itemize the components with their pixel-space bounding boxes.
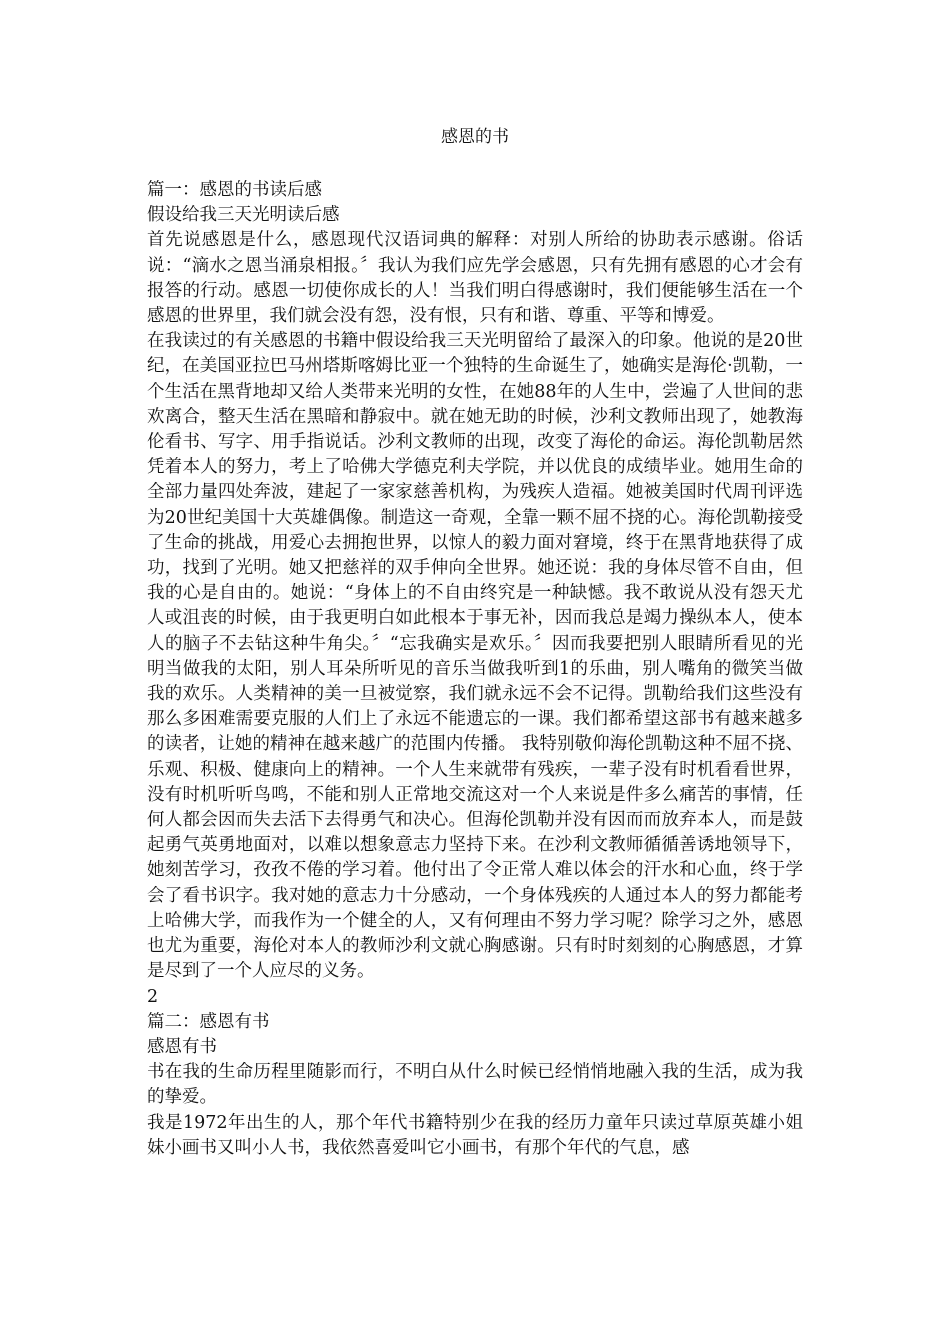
page-number: 2 (147, 986, 159, 1007)
section2-subheading: 感恩有书 (147, 1036, 217, 1057)
section1-paragraph: 首先说感恩是什么，感恩现代汉语词典的解释：对别人所给的协助表示感谢。俗话说：“滴水之恩当涌泉相报。〞我认为我们应先学会感恩，只有先拥有感恩的心才会有报答的行动。感恩一切使你成长的人！当我们明白得感谢时，我们便能够生活在一个感恩的世界里，我们就会没有怨，没有恨，只有和谐、尊重、平等和博爱。 (147, 230, 803, 327)
section1-heading: 篇一：感恩的书读后感 (147, 180, 322, 200)
section1-paragraph: 在我读过的有关感恩的书籍中假设给我三天光明留给了最深入的印象。他说的是20世纪，在美国亚拉巴马州塔斯喀姆比亚一个独特的生命诞生了，她确实是海伦·凯勒，一个生活在黑背地却又给人类带来光明的女性，在她88年的人生中，尝遍了人世间的悲欢离合，整天生活在黑暗和静寂中。就在她无助的时候，沙利文教师出现了，她教海伦看书、写字、用手指说话。沙利文教师的出现，改变了海伦的命运。海伦凯勒居然凭着本人的努力，考上了哈佛大学德克利夫学院，并以优良的成绩毕业。她用生命的全部力量四处奔波，建起了一家家慈善机构，为残疾人造福。她被美国时代周刊评选为20世纪美国十大英雄偶像。制造这一奇观，全靠一颗不屈不挠的心。海伦凯勒接受了生命的挑战，用爱心去拥抱世界，以惊人的毅力面对窘境，终于在黑背地获得了成功，找到了光明。她又把慈祥的双手伸向全世界。她还说：我的身体尽管不自由，但我的心是自由的。她说：“身体上的不自由终究是一种缺憾。我不敢说从没有怨天尤人或沮丧的时候，由于我更明白如此根本于事无补，因而我总是竭力操纵本人，使本人的脑子不去钻这种牛角尖。〞“忘我确实是欢乐。〞因而我要把别人眼睛所看见的光明当做我的太阳，别人耳朵所听见的音乐当做我听到1的乐曲，别人嘴角的微笑当做我的欢乐。人类精神的美一旦被觉察，我们就永远不会不记得。凯勒给我们这些没有那么多困难需要克服的人们上了永远不能遗忘的一课。我们都希望这部书有越来越多的读者，让她的精神在越来越广的范围内传播。 我特别敬仰海伦凯勒这种不屈不挠、乐观、积极、健康向上的精神。一个人生来就带有残疾，一辈子没有时机看看世界，没有时机听听鸟鸣，不能和别人正常地交流这对一个人来说是件多么痛苦的事情，任何人都会因而失去活下去得勇气和决心。但海伦凯勒并没有因而而放弃本人，而是鼓起勇气英勇地面对，以难以想象意志力坚持下来。在沙利文教师循循善诱地领导下，她刻苦学习，孜孜不倦的学习着。他付出了令正常人难以体会的汗水和心血，终于学会了看书识字。我对她的意志力十分感动，一个身体残疾的人通过本人的努力都能考上哈佛大学，而我作为一个健全的人，又有何理由不努力学习呢？除学习之外，感恩也尤为重要，海伦对本人的教师沙利文就心胸感谢。只有时时刻刻的心胸感恩，才算是尽到了一个人应尽的义务。 (147, 331, 803, 982)
section2-paragraph: 我是1972年出生的人，那个年代书籍特别少在我的经历力童年只读过草原英雄小姐妹小画书又叫小人书，我依然喜爱叫它小画书，有那个年代的气息，感 (147, 1112, 803, 1158)
section2-heading: 篇二：感恩有书 (147, 1011, 270, 1032)
document-title: 感恩的书 (441, 127, 509, 147)
document-body (147, 178, 803, 1161)
section1-subheading: 假设给我三天光明读后感 (147, 205, 340, 226)
section2-paragraph: 书在我的生命历程里随影而行，不明白从什么时候已经悄悄地融入我的生活，成为我的挚爱。 (147, 1062, 803, 1108)
